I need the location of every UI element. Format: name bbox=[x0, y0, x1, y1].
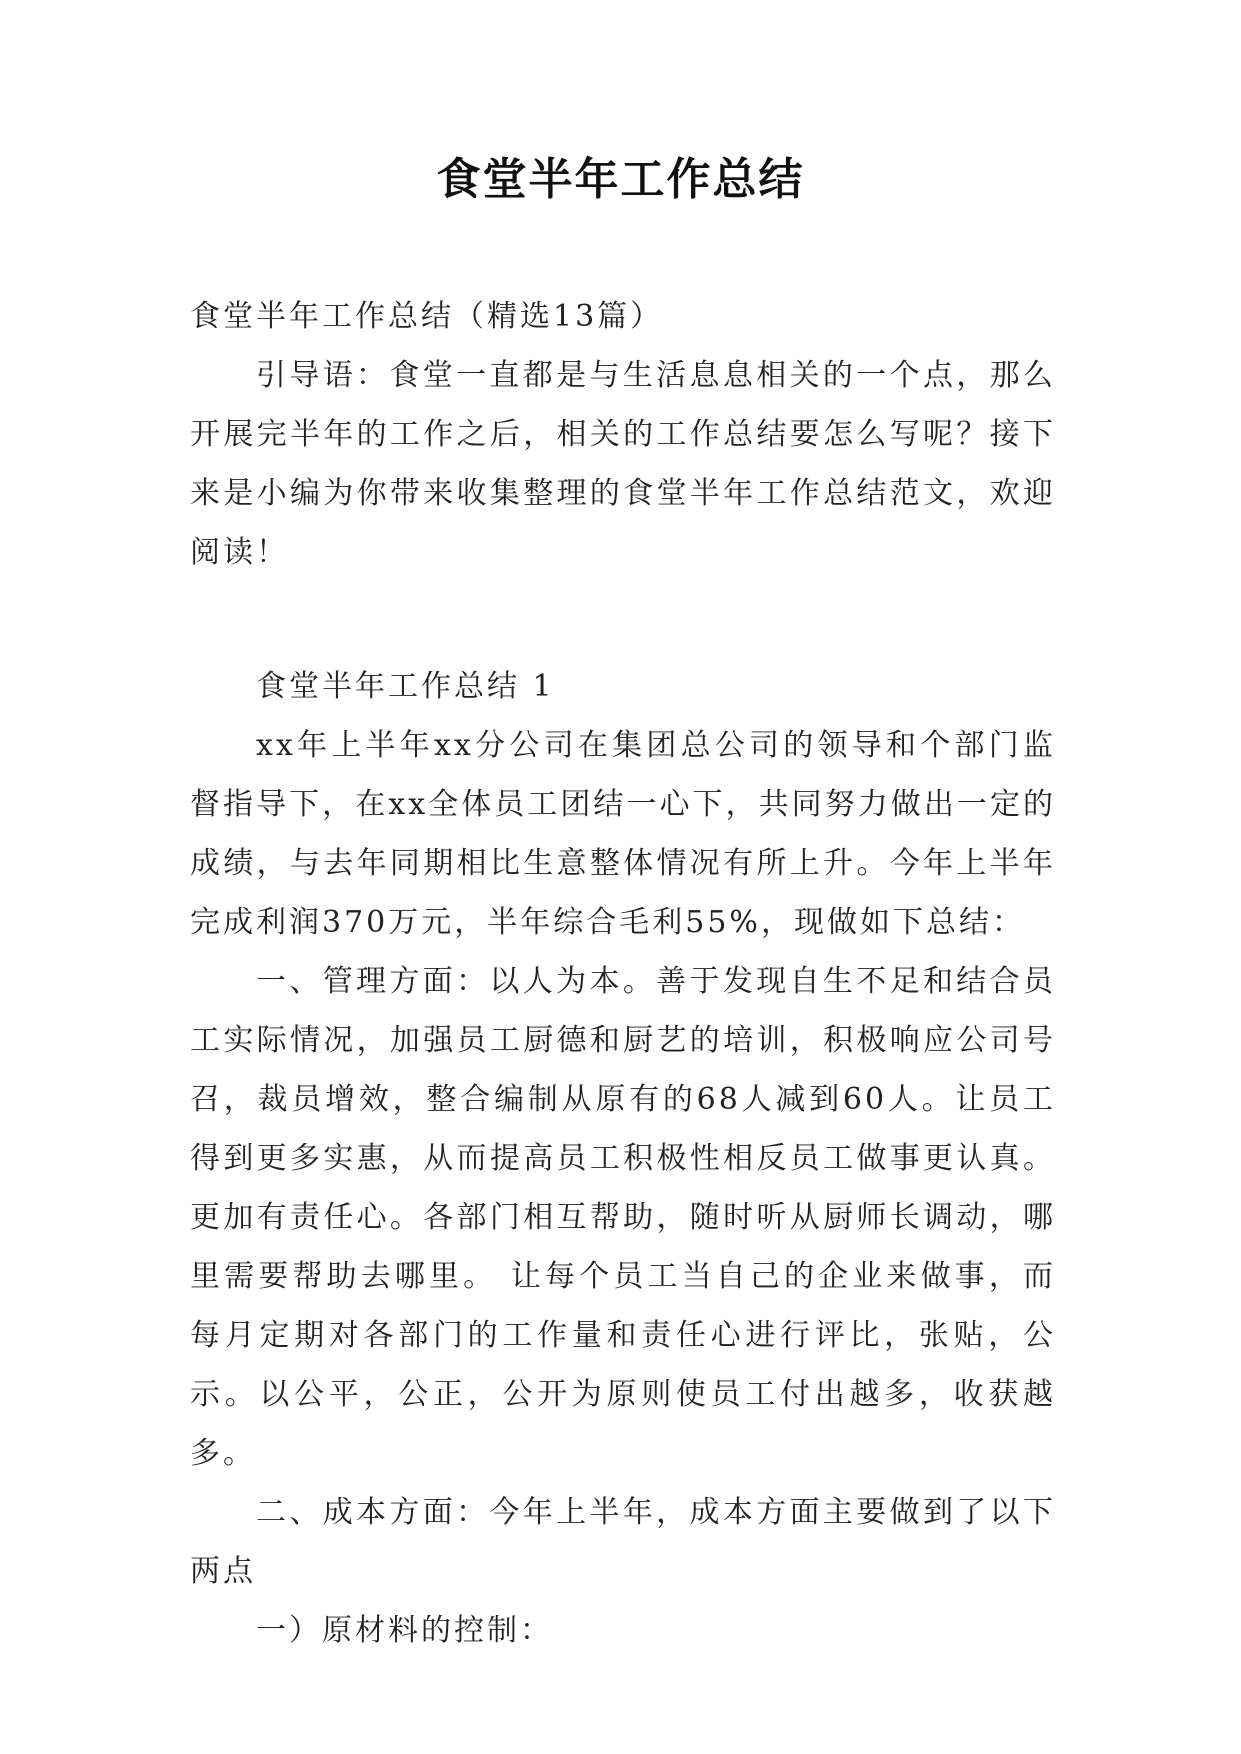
document-body bbox=[190, 287, 1056, 1660]
document-title: 食堂半年工作总结 bbox=[436, 154, 805, 205]
section-spacer bbox=[190, 582, 1056, 657]
paragraph-materials: 一）原材料的控制： bbox=[256, 1613, 553, 1648]
paragraph-cost: 二、成本方面：今年上半年，成本方面主要做到了以下两点 bbox=[190, 1495, 1056, 1589]
section-heading: 食堂半年工作总结 1 bbox=[256, 669, 555, 704]
intro-paragraph: 引导语：食堂一直都是与生活息息相关的一个点，那么开展完半年的工作之后，相关的工作总结要怎么写呢？接下来是小编为你带来收集整理的食堂半年工作总结范文，欢迎阅读！ bbox=[190, 358, 1056, 570]
paragraph-management: 一、管理方面：以人为本。善于发现自生不足和结合员工实际情况，加强员工厨德和厨艺的培训，积极响应公司号召，裁员增效，整合编制从原有的68人减到60人。让员工得到更多实惠，从而提高员工积极性相反员工做事更认真。更加有责任心。各部门相互帮助，随时听从厨师长调动，哪里需要帮助去哪里。 让每个员工当自己的企业来做事，而每月定期对各部门的工作量和责任心进行评比，张贴，公示。以公平，公正，公开为原则使员工付出越多，收获越多。 bbox=[190, 964, 1056, 1471]
document-subtitle: 食堂半年工作总结（精选13篇） bbox=[190, 299, 664, 334]
paragraph-summary: xx年上半年xx分公司在集团总公司的领导和个部门监督指导下，在xx全体员工团结一心下，共同努力做出一定的成绩，与去年同期相比生意整体情况有所上升。今年上半年完成利润370万元，半年综合毛利55%，现做如下总结： bbox=[190, 728, 1056, 940]
